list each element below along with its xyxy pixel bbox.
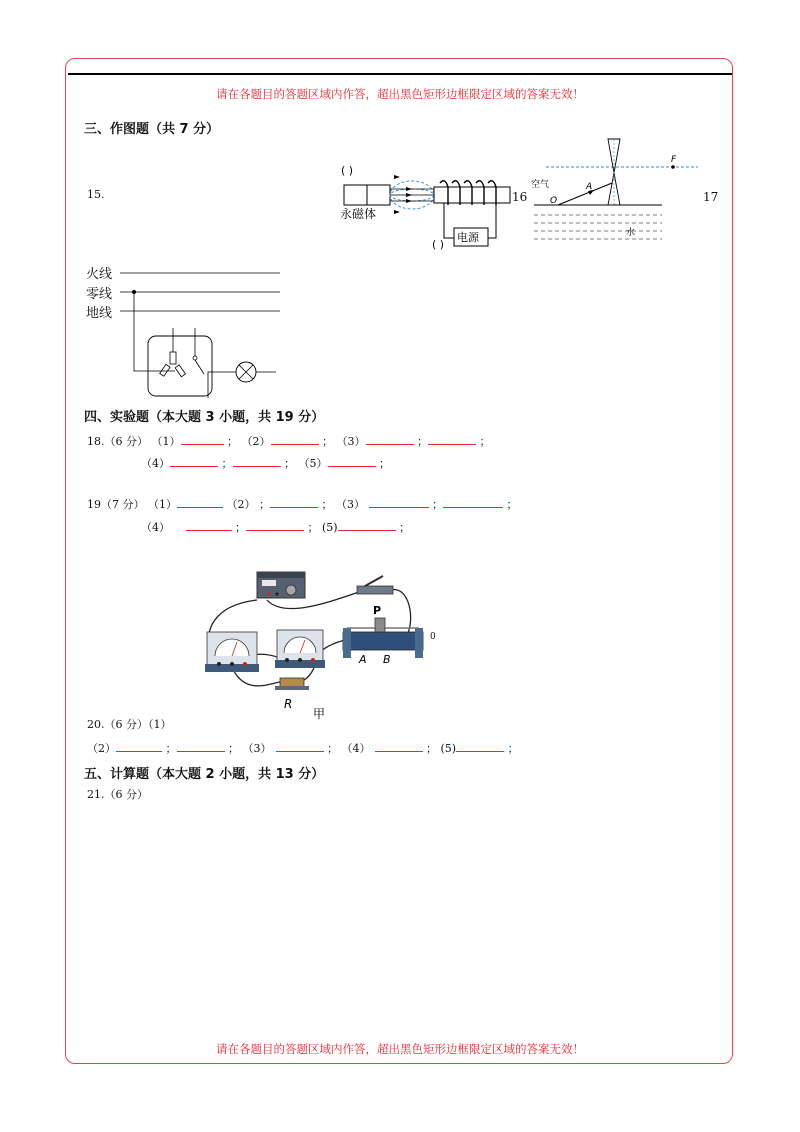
- q18-blank-3b[interactable]: [428, 433, 476, 445]
- q18-line1: [87, 433, 491, 449]
- q18-separator: ；: [227, 435, 238, 448]
- q20-part5: (5): [440, 742, 457, 755]
- q20-separator: ；: [165, 742, 177, 755]
- circuit-label-b: B: [383, 653, 391, 666]
- q19-blank-3b[interactable]: [443, 496, 503, 508]
- fig16-power-label: 电源: [457, 231, 479, 244]
- q18-separator: ；: [479, 435, 491, 448]
- circuit-label-a: A: [359, 653, 367, 666]
- section3-title: 三、作图题（共 7 分）: [84, 122, 220, 137]
- q19-part2: （2）: [226, 498, 256, 511]
- q19-separator: ；: [399, 521, 411, 534]
- section4-title: 四、实验题（本大题 3 小题，共 19 分）: [84, 410, 325, 425]
- circuit-caption: 甲: [313, 707, 326, 720]
- warning-bottom: 请在各题目的答题区域内作答，超出黑色矩形边框限定区域的答案无效！: [216, 1042, 584, 1056]
- q19-blank-2[interactable]: [270, 496, 318, 508]
- q20-separator: ；: [507, 742, 519, 755]
- circuit-label-r: R: [284, 697, 293, 711]
- q20-blank-5[interactable]: [456, 740, 504, 752]
- q19-line2: [141, 519, 410, 535]
- q18-part5: （5）: [298, 457, 328, 470]
- q18-part4: （4）: [141, 457, 170, 470]
- q19-part1: （1）: [148, 498, 177, 511]
- q18-blank-1[interactable]: [181, 433, 224, 445]
- q20-part3: （3）: [242, 742, 272, 755]
- fig17-point-o: O: [550, 196, 558, 206]
- q19-separator: ；: [235, 521, 246, 534]
- q18-blank-3[interactable]: [366, 433, 414, 445]
- figure-wiring-lamp: [206, 358, 286, 388]
- q20-blank-2[interactable]: [116, 740, 162, 752]
- q19-separator: ；: [307, 521, 319, 534]
- q19-part4: （4）: [141, 521, 170, 534]
- q19-part3: （3）: [336, 498, 365, 511]
- fig17-point-a: A: [586, 182, 593, 192]
- earth-wire-label: 地线: [86, 306, 113, 321]
- q15-label: 15.: [87, 188, 105, 201]
- q16-label: 16: [512, 190, 528, 204]
- q18-blank-2[interactable]: [271, 433, 319, 445]
- live-wire-label: 火线: [86, 267, 113, 282]
- figure-16-solenoid: [336, 160, 516, 260]
- q20-blank-3[interactable]: [276, 740, 324, 752]
- q19-separator: ；: [259, 498, 270, 511]
- q20-blank-2b[interactable]: [177, 740, 225, 752]
- figure-17-lens: [528, 135, 703, 250]
- q18-blank-4[interactable]: [170, 455, 218, 467]
- q18-part1: （1）: [151, 435, 181, 448]
- q18-part3: （3）: [336, 435, 366, 448]
- circuit-label-p: P: [373, 604, 382, 617]
- q19-part5: (5): [322, 521, 338, 534]
- q19-blank-4[interactable]: [186, 519, 232, 531]
- fig17-air-label: 空气: [531, 180, 550, 190]
- fig17-point-f: F: [671, 155, 677, 165]
- fig17-water-label: 水: [626, 228, 636, 238]
- q19-separator: ；: [432, 498, 443, 511]
- section5-title: 五、计算题（本大题 2 小题，共 13 分）: [84, 767, 325, 782]
- q20-line2: [87, 740, 519, 756]
- q19-separator: ；: [321, 498, 333, 511]
- q20-part4: （4）: [341, 742, 371, 755]
- q20-separator: ；: [327, 742, 338, 755]
- q20-separator: ；: [426, 742, 437, 755]
- q18-line2: [141, 455, 390, 471]
- q19-blank-5[interactable]: [338, 519, 396, 531]
- neutral-wire-label: 零线: [86, 287, 113, 302]
- q18-separator: ；: [284, 457, 295, 470]
- q19-separator: ；: [506, 498, 518, 511]
- q18-separator: ；: [417, 435, 428, 448]
- header-rule: [68, 73, 732, 75]
- fig16-magnet-label: 永磁体: [340, 207, 377, 221]
- q18-label: 18.（6 分）: [87, 435, 148, 448]
- q19-blank-3[interactable]: [369, 496, 429, 508]
- q20-label: 20.（6 分）（1）: [87, 718, 172, 731]
- q18-part2: （2）: [241, 435, 271, 448]
- q18-blank-4b[interactable]: [233, 455, 281, 467]
- q20-blank-4[interactable]: [375, 740, 423, 752]
- fig16-paren-bottom: ( ): [432, 238, 445, 251]
- q20-part2: （2）: [87, 742, 116, 755]
- q17-label: 17: [703, 190, 719, 204]
- q19-line1: [87, 496, 518, 512]
- q18-blank-5[interactable]: [328, 455, 376, 467]
- q18-separator: ；: [221, 457, 233, 470]
- q18-separator: ；: [379, 457, 390, 470]
- q19-label: 19（7 分）: [87, 498, 145, 511]
- fig16-paren-top: ( ): [341, 164, 354, 177]
- q21-label: 21.（6 分）: [87, 788, 148, 801]
- figure-circuit-apparatus: [195, 560, 455, 720]
- q18-separator: ；: [322, 435, 333, 448]
- q20-separator: ；: [228, 742, 239, 755]
- q19-blank-4b[interactable]: [246, 519, 304, 531]
- circuit-label-zero: 0: [430, 632, 436, 642]
- warning-top: 请在各题目的答题区域内作答，超出黑色矩形边框限定区域的答案无效！: [216, 87, 584, 101]
- q19-blank-1[interactable]: [177, 496, 223, 508]
